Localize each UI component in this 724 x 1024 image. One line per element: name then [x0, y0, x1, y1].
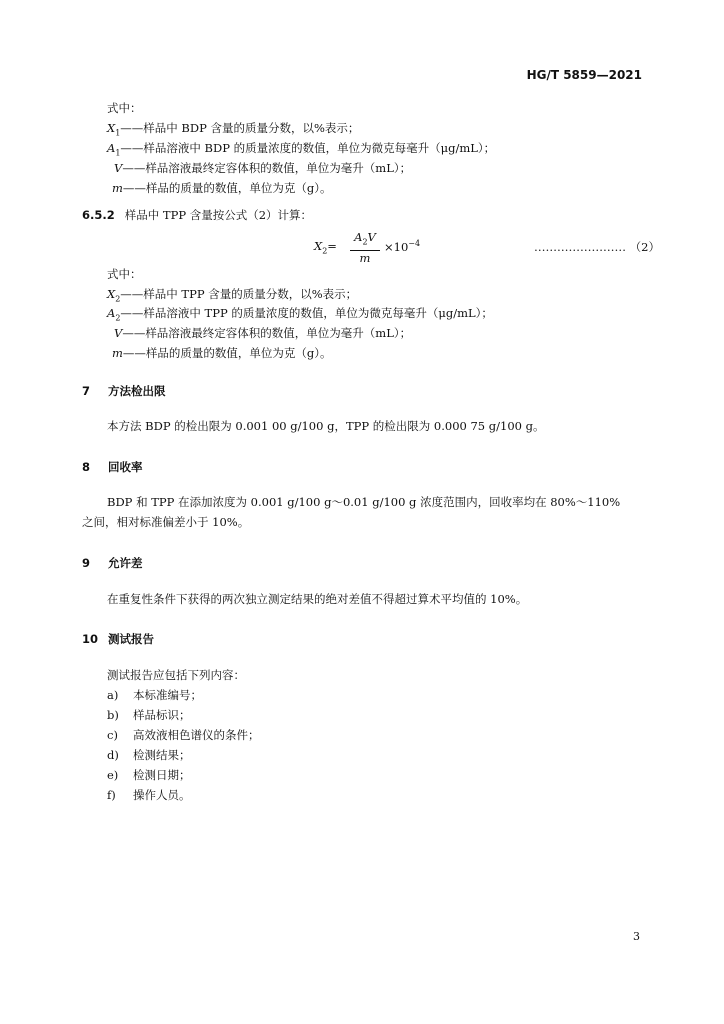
section-7-title: 7 方法检出限	[82, 384, 166, 398]
subsection-6-5-2: 6.5.2 样品中 TPP 含量按公式（2）计算：	[82, 208, 313, 222]
section-9-body: 在重复性条件下获得的两次独立测定结果的绝对差值不得超过算术平均值的 10%。	[107, 592, 528, 606]
definition-a1: $A_1——$样品溶液中 BDP 的质量浓度的数值，单位为微克每毫升（μg/mL）；	[107, 141, 496, 158]
section-8-body-line1: BDP 和 TPP 在添加浓度为 0.001 g/100 g～0.01 g/100 g 浓度范围内，回收率均在 80%～110%	[107, 495, 621, 509]
definition-v-2: V——样品溶液最终定容体积的数值，单位为毫升（mL）；	[114, 326, 412, 340]
section-10-intro: 测试报告应包括下列内容：	[107, 668, 245, 682]
section-10-title: 10 测试报告	[82, 632, 154, 646]
definition-a2: $A_2——$样品溶液中 TPP 的质量浓度的数值，单位为微克每毫升（μg/mL）；	[107, 306, 493, 323]
equation-number: …………………… （2）	[534, 240, 660, 254]
definition-v: V——样品溶液最终定容体积的数值，单位为毫升（mL）；	[114, 161, 412, 175]
list-item-b: b) 样品标识；	[107, 708, 191, 722]
list-item-f: f) 操作人员。	[107, 788, 191, 802]
list-item-d: d) 检测结果；	[107, 748, 191, 762]
page-number: 3	[633, 930, 640, 943]
section-8-body-line2: 之间，相对标准偏差小于 10%。	[82, 515, 250, 529]
section-9-title: 9 允许差	[82, 556, 143, 570]
list-item-e: e) 检测日期；	[107, 768, 191, 782]
standard-code: HG/T 5859—2021	[526, 68, 642, 82]
where-intro-2: 式中：	[107, 267, 142, 281]
definition-m-2: m——样品的质量的数值，单位为克（g）。	[112, 346, 332, 360]
section-8-title: 8 回收率	[82, 460, 143, 474]
definition-x1: $X_1——$样品中 BDP 含量的质量分数，以%表示；	[107, 121, 360, 138]
list-item-c: c) 高效液相色谱仪的条件；	[107, 728, 260, 742]
definition-x2: $X_2——$样品中 TPP 含量的质量分数，以%表示；	[107, 287, 358, 304]
list-item-a: a) 本标准编号；	[107, 688, 202, 702]
where-intro: 式中：	[107, 101, 142, 115]
section-7-body: 本方法 BDP 的检出限为 0.001 00 g/100 g，TPP 的检出限为 0.000 75 g/100 g。	[107, 419, 545, 433]
definition-m: m——样品的质量的数值，单位为克（g）。	[112, 181, 332, 195]
